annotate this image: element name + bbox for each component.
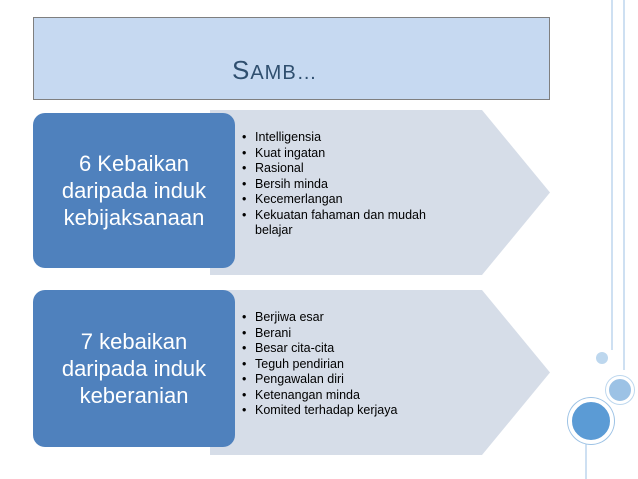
list-item: • Intelligensia (242, 130, 457, 146)
list-item: • Bersih minda (242, 177, 457, 193)
list-item: • Berani (242, 326, 457, 342)
category-label-text: 7 kebaikan daripada induk keberanian (61, 329, 207, 408)
bullet-list-keberanian (242, 310, 457, 419)
list-item: • Komited terhadap kerjaya (242, 403, 457, 419)
category-label-text: 6 Kebaikan daripada induk kebijaksanaan (61, 151, 207, 230)
list-item: • Pengawalan diri (242, 372, 457, 388)
list-item: • Besar cita-cita (242, 341, 457, 357)
bullet-list-kebijaksanaan (242, 130, 457, 239)
list-item: • Rasional (242, 161, 457, 177)
decorative-circle (596, 352, 608, 364)
decorative-circle (568, 398, 614, 444)
list-item: • Teguh pendirian (242, 357, 457, 373)
category-label-keberanian (33, 290, 235, 447)
slide-title: SAMB… (232, 55, 318, 85)
list-item: • Kekuatan fahaman dan mudah belajar (242, 208, 457, 239)
decorative-circle (606, 376, 634, 404)
list-item: • Kuat ingatan (242, 146, 457, 162)
list-item: • Berjiwa esar (242, 310, 457, 326)
list-item: • Kecemerlangan (242, 192, 457, 208)
list-item: • Ketenangan minda (242, 388, 457, 404)
category-label-kebijaksanaan (33, 113, 235, 268)
